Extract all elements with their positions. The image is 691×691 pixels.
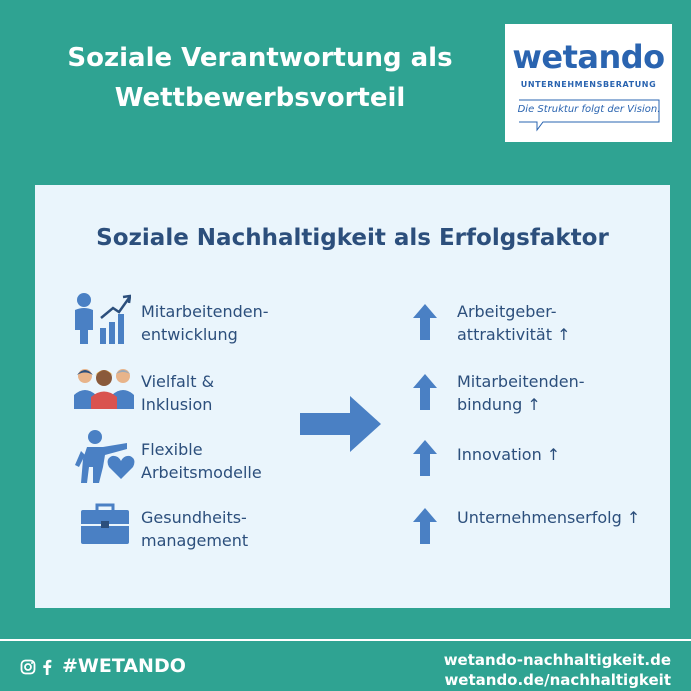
logo-tagline: Die Struktur folgt der Vision. (517, 104, 661, 115)
panel-title: Soziale Nachhaltigkeit als Erfolgsfaktor (96, 225, 609, 251)
arrow-up-icon (412, 303, 438, 341)
instagram-icon[interactable] (20, 659, 36, 675)
footer-url-1[interactable]: wetando-nachhaltigkeit.de (443, 651, 671, 669)
outcome-label-4: Unternehmenserfolg ↑ (457, 508, 641, 527)
page-title-line-1: Soziale Verantwortung als (67, 43, 453, 73)
logo-name: wetando (512, 38, 665, 76)
footer-url-2[interactable]: wetando.de/nachhaltigkeit (444, 671, 671, 689)
outcome-label-1: Arbeitgeber- attraktivität ↑ (457, 302, 571, 344)
page-title (40, 38, 480, 118)
factor-label-3: Flexible Arbeitsmodelle (141, 440, 262, 482)
arrow-up-icon (412, 507, 438, 545)
growth-chart-icon (73, 292, 131, 344)
factor-label-1: Mitarbeitenden- entwicklung (141, 302, 269, 344)
hashtag-label: #WETANDO (62, 655, 186, 677)
arrow-right-icon (298, 393, 383, 455)
briefcase-icon (80, 502, 130, 546)
person-heart-icon (75, 429, 135, 483)
page-title-line-2: Wettbewerbsvorteil (114, 83, 406, 113)
facebook-icon[interactable] (42, 659, 52, 675)
outcome-label-3: Innovation ↑ (457, 445, 561, 464)
factor-label-4: Gesundheits- management (141, 508, 249, 550)
arrow-up-icon (412, 439, 438, 477)
wetando-logo[interactable] (505, 24, 672, 142)
logo-subtitle: UNTERNEHMENSBERATUNG (520, 80, 657, 89)
footer-links (444, 650, 671, 690)
arrow-up-icon (412, 373, 438, 411)
factor-label-2: Vielfalt & Inklusion (141, 372, 215, 414)
outcome-label-2: Mitarbeitenden- bindung ↑ (457, 372, 585, 414)
footer-divider (0, 639, 691, 641)
diverse-group-icon (73, 365, 135, 409)
info-panel (35, 185, 670, 608)
